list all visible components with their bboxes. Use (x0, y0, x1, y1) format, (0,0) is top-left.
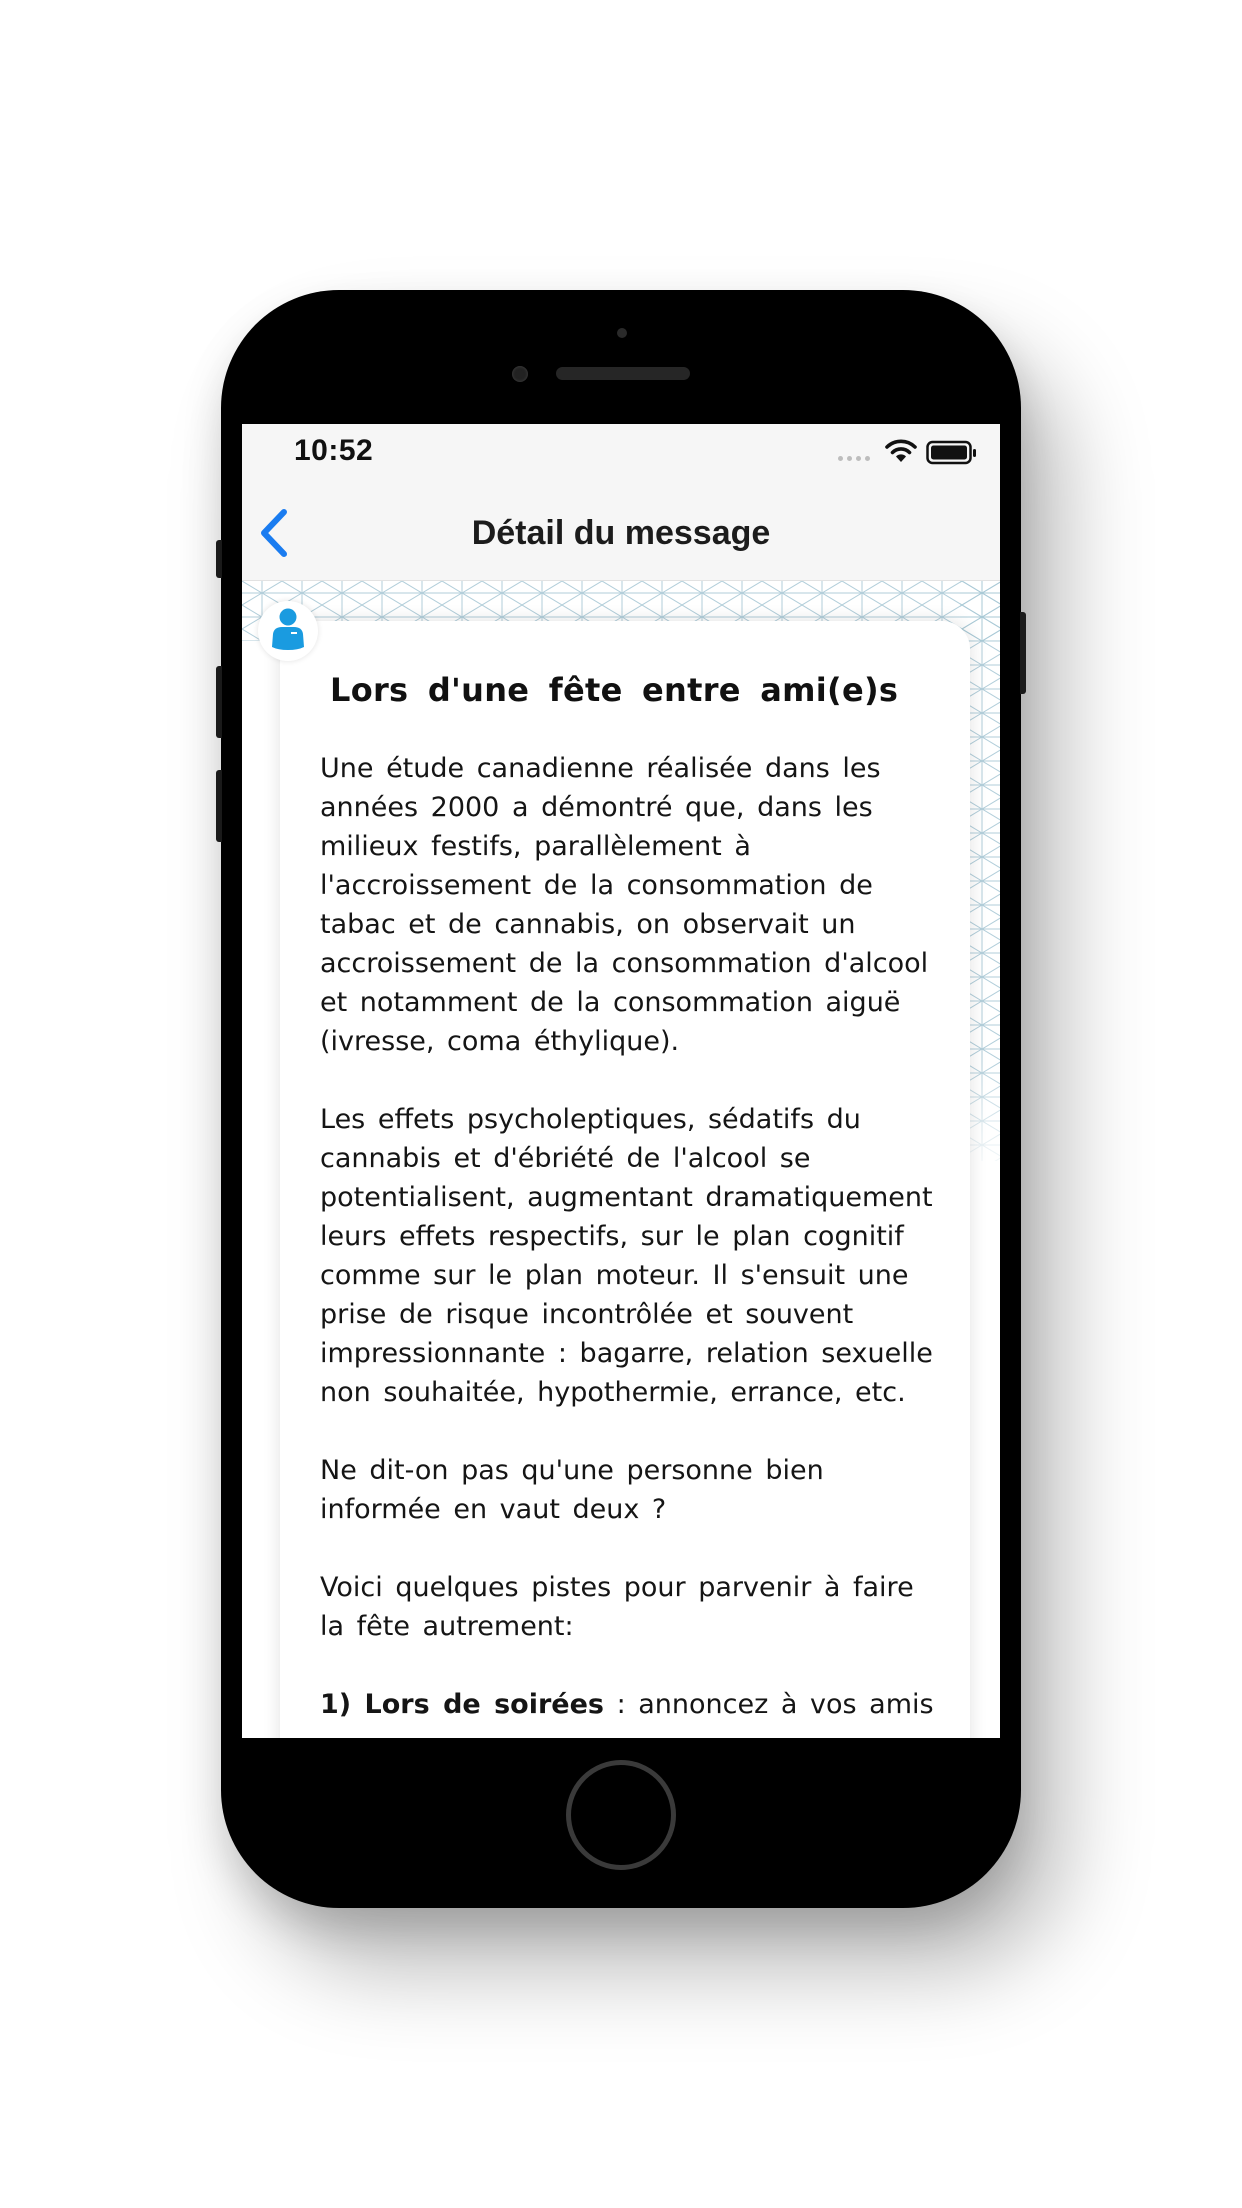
navigation-bar (242, 484, 1000, 581)
message-title: Lors d'une fête entre ami(e)s (330, 671, 899, 709)
cellular-signal-icon (838, 456, 870, 461)
earpiece-speaker (556, 367, 690, 380)
message-list-item (320, 1685, 945, 1724)
home-button[interactable] (566, 1760, 676, 1870)
user-icon (258, 601, 318, 661)
message-body (320, 749, 945, 1738)
wifi-icon (884, 438, 918, 464)
power-button (1020, 612, 1026, 694)
message-paragraph: Les effets psycholeptiques, sédatifs du cannabis et d'ébriété de l'alcool se potentialisent, augmentant dramatiquement leurs effets respectifs, sur le plan cognitif comme sur le plan moteur. Il s'ensuit une prise de risque incontrôlée et souvent impressionnante : bagarre, relation sexuelle non souhaitée, hypothermie, errance, etc. (320, 1104, 933, 1408)
message-paragraph: Une étude canadienne réalisée dans les années 2000 a démontré que, dans les milieux festifs, parallèlement à l'accroissement de la consommation de tabac et de cannabis, on observait un accroissement de la consommation d'alcool et notamment de la consommation aiguë (ivresse, coma éthylique). (320, 753, 929, 1057)
list-item-heading: 1) Lors de soirées (320, 1689, 604, 1720)
status-bar (242, 424, 1000, 484)
status-time: 10:52 (294, 434, 374, 467)
front-sensor (512, 366, 528, 382)
page-title: Détail du message (471, 514, 771, 552)
message-content[interactable] (242, 581, 1000, 1738)
message-card (280, 621, 970, 1738)
camera (617, 328, 627, 338)
message-paragraph: Voici quelques pistes pour parvenir à faire la fête autrement: (320, 1572, 914, 1642)
volume-up-button (216, 666, 222, 738)
list-item-text: : annoncez à vos amis (604, 1689, 934, 1720)
avatar (258, 601, 318, 661)
volume-down-button (216, 770, 222, 842)
battery-icon (926, 440, 978, 466)
mute-switch (216, 540, 222, 578)
message-paragraph: Ne dit-on pas qu'une personne bien informée en vaut deux ? (320, 1455, 824, 1525)
screen (242, 424, 1000, 1738)
